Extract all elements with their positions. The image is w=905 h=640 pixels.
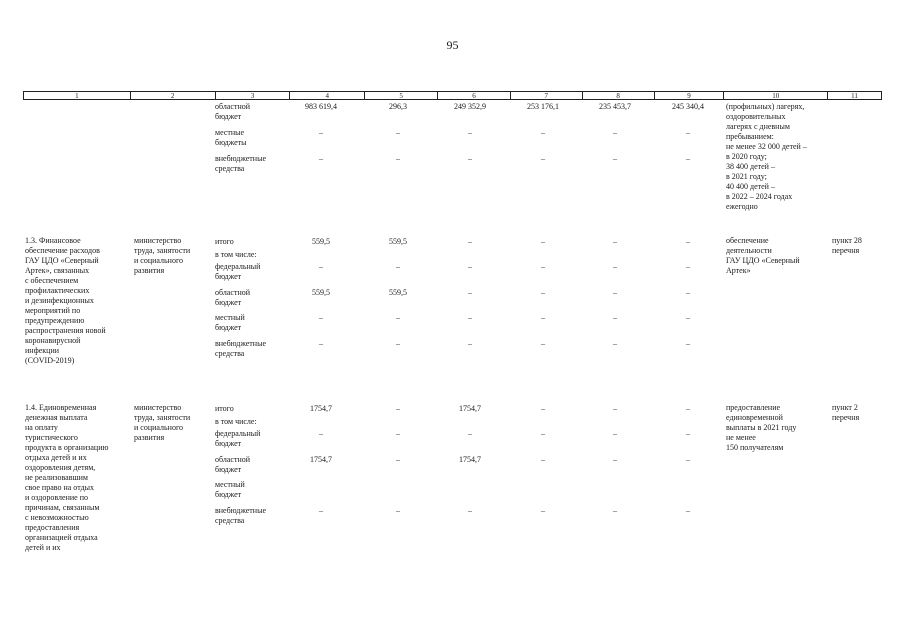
value-cell: –: [468, 506, 472, 515]
value-cell: 1754,7: [459, 455, 481, 464]
executor: министерство труда, занятости и социального развития: [134, 403, 191, 442]
value-cell: –: [686, 313, 690, 322]
value-cell: –: [541, 339, 545, 348]
value-cell: –: [613, 455, 617, 464]
value-cell: –: [396, 339, 400, 348]
value-cell: –: [613, 262, 617, 271]
value-cell: 1754,7: [310, 404, 332, 413]
value-cell: 253 176,1: [527, 102, 559, 111]
column-header-6: 6: [438, 92, 511, 99]
value-cell: –: [468, 154, 472, 163]
value-cell: –: [613, 128, 617, 137]
value-cell: –: [686, 455, 690, 464]
source-label: внебюджетные средства: [215, 154, 266, 173]
column-header-10: 10: [724, 92, 828, 99]
source-label: областной бюджет: [215, 288, 251, 307]
value-cell: –: [541, 154, 545, 163]
value-cell: –: [613, 313, 617, 322]
page-number: 95: [446, 38, 459, 52]
column-header-9: 9: [655, 92, 725, 99]
value-cell: –: [468, 339, 472, 348]
column-header-11: 11: [851, 92, 858, 100]
source-label: внебюджетные средства: [215, 506, 266, 525]
value-cell: –: [319, 128, 323, 137]
value-cell: –: [396, 455, 400, 464]
source-label: в том числе:: [215, 417, 257, 426]
column-header-8: 8: [583, 92, 655, 99]
value-cell: 245 340,4: [672, 102, 704, 111]
column-header-3: 3: [216, 92, 291, 99]
source-label: федеральный бюджет: [215, 429, 261, 448]
value-cell: –: [396, 262, 400, 271]
value-cell: –: [319, 339, 323, 348]
measure-name: 1.4. Единовременная денежная выплата на оплату туристического продукта в организацию отдыха детей и их оздоровления детям, не реализовавшим свое право на отдых и оздоровление по причинам, связанным с невозможностью предоставления организацией отдыха детей и их: [25, 403, 109, 552]
result-text: (профильных) лагерях, оздоровительных лагерях с дневным пребыванием: не менее 32 000 детей – в 2020 году; 38 400 детей – в 2021 году; 40 400 детей – в 2022 – 2024 годах ежегодно: [726, 102, 807, 211]
value-cell: –: [613, 404, 617, 413]
value-cell: –: [686, 237, 690, 246]
value-cell: –: [468, 237, 472, 246]
value-cell: –: [686, 154, 690, 163]
value-cell: –: [319, 429, 323, 438]
value-cell: 559,5: [312, 288, 330, 297]
value-cell: –: [468, 128, 472, 137]
value-cell: –: [468, 288, 472, 297]
value-cell: –: [541, 288, 545, 297]
value-cell: 235 453,7: [599, 102, 631, 111]
value-cell: 296,3: [389, 102, 407, 111]
value-cell: –: [541, 455, 545, 464]
value-cell: –: [541, 313, 545, 322]
result-text: предоставление единовременной выплаты в 2021 году не менее 150 получателям: [726, 403, 797, 452]
value-cell: –: [468, 313, 472, 322]
result-text: обеспечение деятельности ГАУ ЦДО «Северный Артек»: [726, 236, 800, 275]
value-cell: –: [396, 429, 400, 438]
column-header-4: 4: [290, 92, 365, 99]
value-cell: –: [319, 506, 323, 515]
value-cell: –: [541, 429, 545, 438]
source-label: итого: [215, 237, 234, 246]
value-cell: 559,5: [389, 288, 407, 297]
value-cell: –: [686, 262, 690, 271]
value-cell: –: [613, 429, 617, 438]
column-header-7: 7: [511, 92, 583, 99]
value-cell: –: [541, 262, 545, 271]
source-label: местные бюджеты: [215, 128, 247, 147]
value-cell: –: [396, 404, 400, 413]
source-label: внебюджетные средства: [215, 339, 266, 358]
source-label: федеральный бюджет: [215, 262, 261, 281]
source-label: в том числе:: [215, 250, 257, 259]
value-cell: –: [541, 128, 545, 137]
source-label: местный бюджет: [215, 480, 245, 499]
reference: пункт 28 перечня: [832, 236, 862, 255]
value-cell: –: [541, 404, 545, 413]
source-label: областной бюджет: [215, 455, 251, 474]
value-cell: –: [686, 429, 690, 438]
value-cell: 983 619,4: [305, 102, 337, 111]
value-cell: –: [613, 154, 617, 163]
table-header-row: [23, 91, 882, 100]
measure-name: 1.3. Финансовое обеспечение расходов ГАУ ЦДО «Северный Артек», связанных с обеспечением профилактических и дезинфекционных мероприятий по предупреждению распространения новой коронавирусной инфекции (COVID-2019): [25, 236, 106, 365]
value-cell: –: [541, 506, 545, 515]
column-header-5: 5: [365, 92, 438, 99]
value-cell: 1754,7: [459, 404, 481, 413]
value-cell: –: [613, 506, 617, 515]
value-cell: 249 352,9: [454, 102, 486, 111]
value-cell: –: [686, 288, 690, 297]
value-cell: –: [396, 154, 400, 163]
value-cell: –: [319, 154, 323, 163]
executor: министерство труда, занятости и социального развития: [134, 236, 191, 275]
column-header-2: 2: [131, 92, 216, 99]
value-cell: –: [541, 237, 545, 246]
value-cell: 559,5: [389, 237, 407, 246]
value-cell: –: [319, 262, 323, 271]
source-label: местный бюджет: [215, 313, 245, 332]
reference: пункт 2 перечня: [832, 403, 860, 422]
value-cell: –: [396, 128, 400, 137]
value-cell: –: [468, 262, 472, 271]
value-cell: –: [396, 506, 400, 515]
value-cell: 1754,7: [310, 455, 332, 464]
value-cell: –: [686, 506, 690, 515]
value-cell: –: [319, 313, 323, 322]
value-cell: –: [613, 288, 617, 297]
value-cell: –: [686, 128, 690, 137]
column-header-1: 1: [24, 92, 131, 99]
value-cell: –: [686, 404, 690, 413]
value-cell: –: [396, 313, 400, 322]
value-cell: –: [686, 339, 690, 348]
source-label: итого: [215, 404, 234, 413]
value-cell: –: [613, 339, 617, 348]
value-cell: –: [613, 237, 617, 246]
value-cell: –: [468, 429, 472, 438]
source-label: областной бюджет: [215, 102, 251, 121]
value-cell: 559,5: [312, 237, 330, 246]
